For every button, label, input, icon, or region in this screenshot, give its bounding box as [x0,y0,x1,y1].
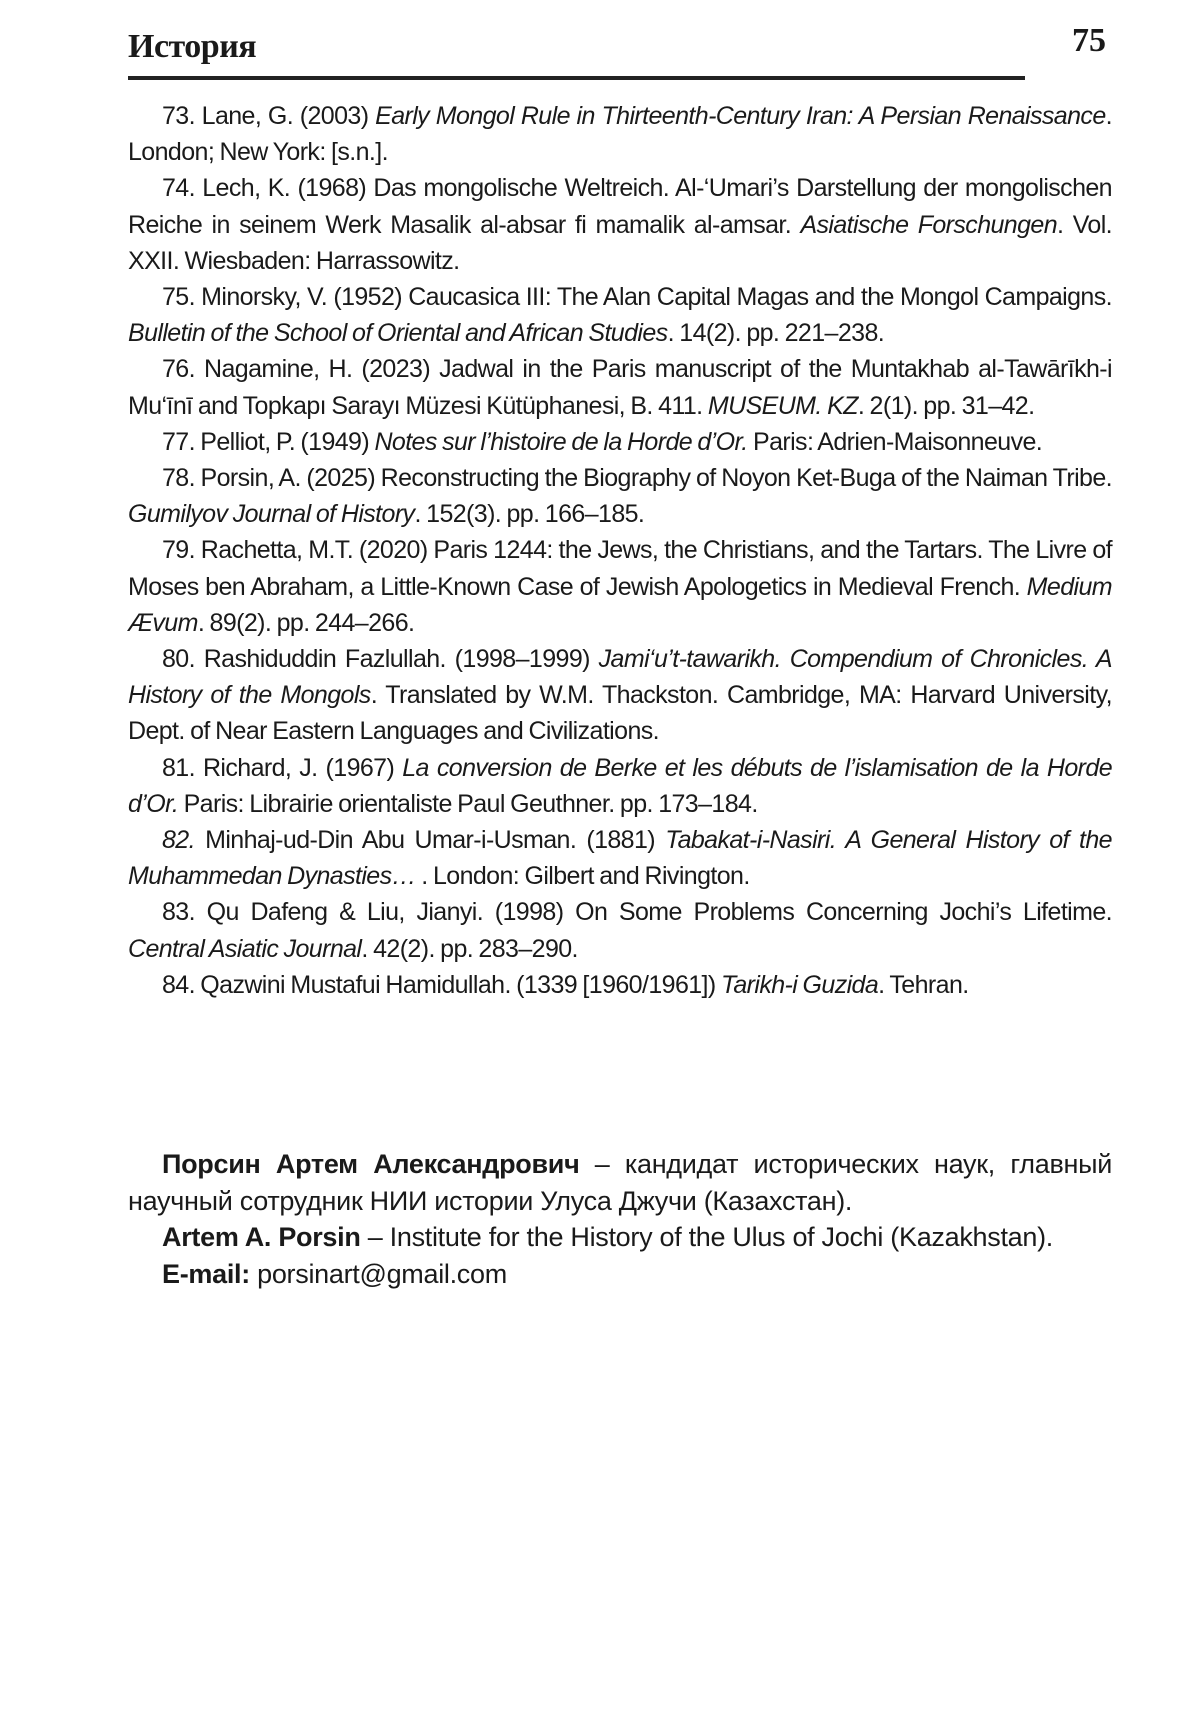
reference-text: . Translated by W.M. Thackston. Cambridge, MA: Harvard University, Dept. of Near Eastern Languages and Civilizations. [128,681,1112,746]
reference-item [128,894,1112,966]
reference-item [128,641,1112,750]
reference-italic-text: Jami‘u’t-tawarikh. Compendium of Chronicles. A History of the Mongols [128,645,1112,710]
author-email [128,1256,1112,1293]
section-title: История [128,28,257,65]
reference-item [128,822,1112,894]
author-ru [128,1146,1112,1219]
email-label: E-mail: [162,1258,250,1289]
reference-item [128,98,1112,170]
reference-item [128,424,1112,460]
author-name-ru: Порсин Артем Александрович [162,1149,580,1179]
reference-item [128,532,1112,641]
author-name-en: Artem A. Porsin [162,1222,361,1252]
reference-text: . London: Gilbert and Rivington. [415,862,750,891]
reference-italic-text: Early Mongol Rule in Thirteenth-Century Iran: A Persian Renaissance [375,102,1106,130]
reference-italic-text: Notes sur l’histoire de la Horde d’Or. [374,427,748,456]
reference-italic-text: Asiatische Forschungen [800,210,1058,239]
reference-item [128,170,1112,279]
author-en [128,1219,1112,1256]
reference-text: 77. Pelliot, P. (1949) [162,427,375,456]
reference-italic-text: Tarikh-i Guzida [720,970,879,999]
header-rule [128,76,1025,80]
reference-italic-text: Tabakat-i-Nasiri. A General History of the Muhammedan Dynasties… [128,826,1112,891]
reference-text: . London; New York: [s.n.]. [128,102,1112,167]
reference-text: 73. Lane, G. (2003) [162,102,376,130]
reference-italic-text: Medium Ævum [128,572,1112,637]
reference-item [128,279,1112,351]
author-desc-ru: – кандидат исторических наук, главный научный сотрудник НИИ истории Улуса Джучи (Казахстан). [128,1149,1112,1216]
reference-italic-text: Bulletin of the School of Oriental and African Studies [128,319,668,348]
reference-text: . Vol. XXII. Wiesbaden: Harrassowitz. [128,210,1112,275]
reference-text: . 42(2). pp. 283–290. [361,934,578,963]
reference-text: . 14(2). pp. 221–238. [667,319,885,348]
reference-text: 80. Rashiduddin Fazlullah. (1998–1999) [162,645,599,674]
reference-text: 78. Porsin, A. (2025) Reconstructing the Biography of Noyon Ket-Buga of the Naiman Tribe. [162,464,1112,493]
reference-item [128,460,1112,532]
reference-item [128,351,1112,423]
email-address[interactable]: porsinart@gmail.com [249,1258,507,1289]
reference-italic-text: La conversion de Berke et les débuts de l’islamisation de la Horde d’Or. [128,753,1112,818]
reference-item [128,750,1112,822]
reference-text: Minhaj-ud-Din Abu Umar-i-Usman. (1881) [194,826,666,855]
page-number: 75 [1072,22,1106,59]
reference-text: Paris: Adrien-Maisonneuve. [747,427,1043,456]
author-info [128,1146,1112,1292]
reference-text: 81. Richard, J. (1967) [162,753,403,782]
reference-text: 79. Rachetta, M.T. (2020) Paris 1244: the Jews, the Christians, and the Tartars. The Livre of Moses ben Abraham, a Little-Known Case of Jewish Apologetics in Medieval French. [128,536,1112,601]
reference-text: Paris: Librairie orientaliste Paul Geuthner. pp. 173–184. [178,789,758,818]
reference-italic-text: Central Asiatic Journal [128,934,362,963]
reference-text: . 2(1). pp. 31–42. [857,391,1035,420]
author-desc-en: – Institute for the History of the Ulus of Jochi (Kazakhstan). [360,1222,1053,1252]
reference-italic-text: MUSEUM. KZ [707,391,858,420]
reference-list [128,98,1112,1003]
reference-text: 74. Lech, K. (1968) Das mongolische Weltreich. Al-‘Umari’s Darstellung der mongolischen Reiche in seinem Werk Masalik al-absar fi mamalik al-amsar. [128,174,1112,239]
reference-text: 76. Nagamine, H. (2023) Jadwal in the Paris manuscript of the Muntakhab al-Tawārīkh-i Mu‘īnī and Topkapı Sarayı Müzesi Kütüphanesi, B. 411. [128,355,1112,420]
reference-text: 84. Qazwini Mustafui Hamidullah. (1339 [1960/1961]) [162,970,721,999]
reference-text: . Tehran. [878,970,969,999]
reference-text: . 152(3). pp. 166–185. [414,500,645,529]
reference-italic-text: Gumilyov Journal of History [128,500,415,529]
reference-text: 83. Qu Dafeng & Liu, Jianyi. (1998) On Some Problems Concerning Jochi’s Lifetime. [162,898,1112,927]
reference-text: . 89(2). pp. 244–266. [197,608,415,637]
reference-text: 75. Minorsky, V. (1952) Caucasica III: The Alan Capital Magas and the Mongol Campaigns. [162,283,1112,312]
reference-item [128,967,1112,1003]
reference-italic-text: 82. [162,826,195,855]
